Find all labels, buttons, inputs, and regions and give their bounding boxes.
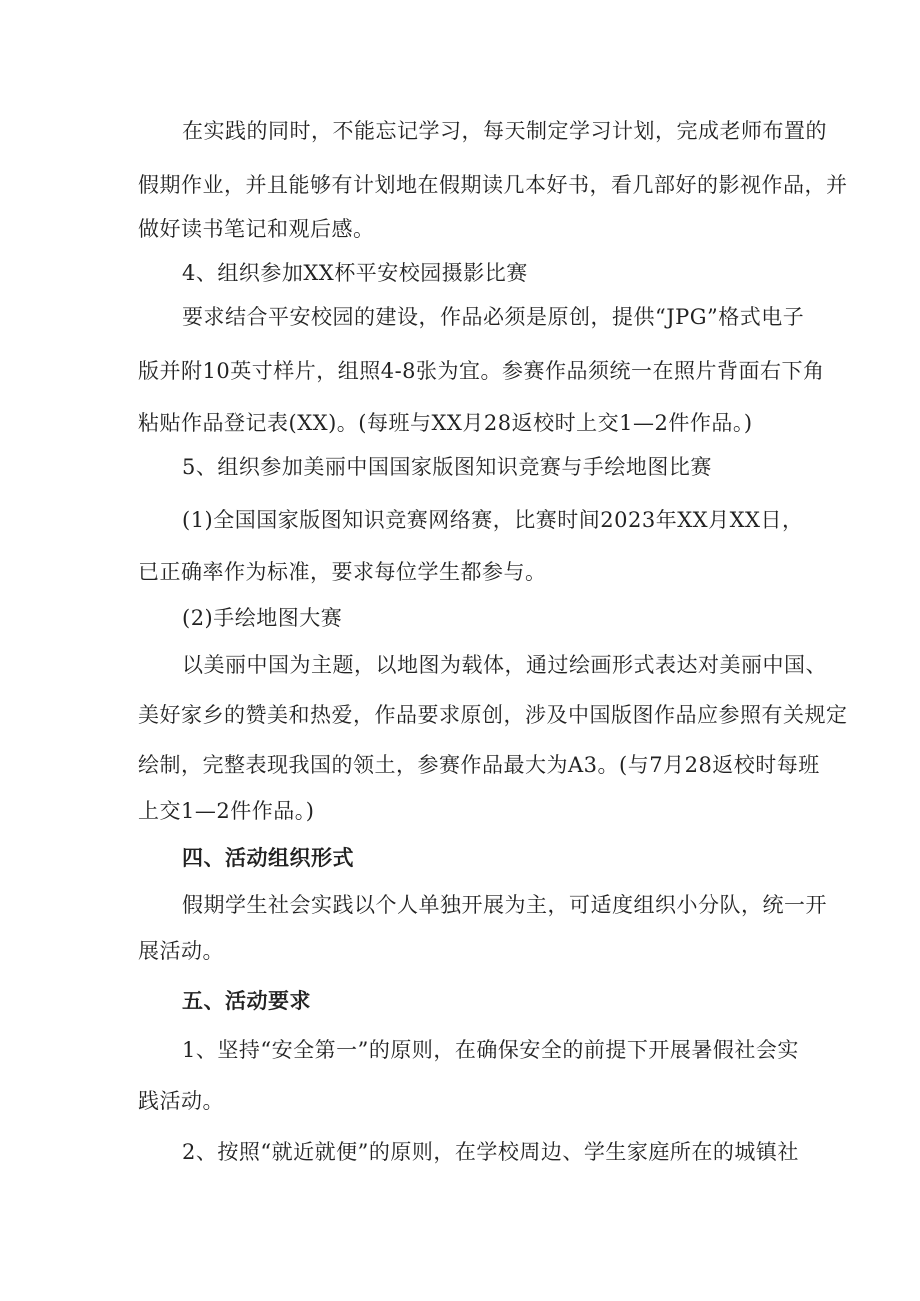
paragraph-line: 假期学生社会实践以个人单独开展为主，可适度组织小分队，统一开 xyxy=(182,893,827,917)
paragraph-line: 2、按照“就近就便”的原则，在学校周边、学生家庭所在的城镇社 xyxy=(182,1140,799,1164)
section-item-4: 4、组织参加XX杯平安校园摄影比赛 xyxy=(182,261,528,285)
section-item-5: 5、组织参加美丽中国国家版图知识竞赛与手绘地图比赛 xyxy=(182,455,712,479)
subitem-2: (2)手绘地图大赛 xyxy=(182,606,343,630)
paragraph-line: 1、坚持“安全第一”的原则，在确保安全的前提下开展暑假社会实 xyxy=(182,1038,799,1062)
paragraph-line: 绘制，完整表现我国的领土，参赛作品最大为A3。(与7月28返校时每班 xyxy=(138,753,820,777)
paragraph-line: 版并附10英寸样片，组照4-8张为宜。参赛作品须统一在照片背面右下角 xyxy=(138,359,825,383)
paragraph-line: 美好家乡的赞美和热爱，作品要求原创，涉及中国版图作品应参照有关规定 xyxy=(138,703,848,727)
section-heading-5: 五、活动要求 xyxy=(182,988,311,1013)
section-heading-4: 四、活动组织形式 xyxy=(182,845,354,870)
paragraph-line: 做好读书笔记和观后感。 xyxy=(138,217,375,241)
paragraph-line: (1)全国国家版图知识竞赛网络赛，比赛时间2023年XX月XX日， xyxy=(182,508,804,532)
paragraph-line: 展活动。 xyxy=(138,939,224,963)
paragraph-line: 假期作业，并且能够有计划地在假期读几本好书，看几部好的影视作品，并 xyxy=(138,173,848,197)
paragraph-line: 践活动。 xyxy=(138,1089,224,1113)
paragraph-line: 要求结合平安校园的建设，作品必须是原创，提供“JPG”格式电子 xyxy=(182,305,805,329)
paragraph-line: 在实践的同时，不能忘记学习，每天制定学习计划，完成老师布置的 xyxy=(182,119,827,143)
paragraph-line: 粘贴作品登记表(XX)。(每班与XX月28返校时上交1—2件作品。) xyxy=(138,411,753,435)
paragraph-line: 以美丽中国为主题，以地图为载体，通过绘画形式表达对美丽中国、 xyxy=(182,653,827,677)
paragraph-line: 上交1—2件作品。) xyxy=(138,799,315,823)
paragraph-line: 已正确率作为标准，要求每位学生都参与。 xyxy=(138,560,547,584)
